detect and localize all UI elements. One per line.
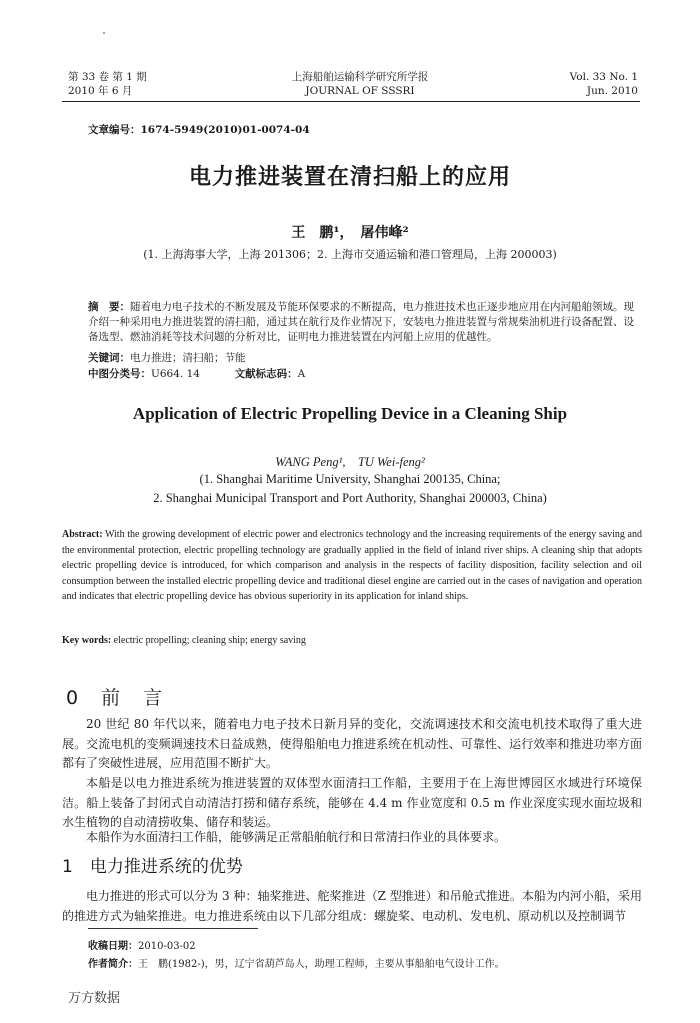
received-date: 2010-03-02 xyxy=(138,941,196,952)
journal-name xyxy=(250,70,470,98)
classification-cn xyxy=(88,366,305,381)
section-0-heading: 0 前 言 xyxy=(66,687,165,709)
wanfang-watermark: 万方数据 xyxy=(68,991,121,1006)
abstract-cn-label: 摘 要： xyxy=(88,301,130,313)
section-1-paragraph-1: 电力推进的形式可以分为 3 种：轴桨推进、舵桨推进（Z 型推进）和吊舱式推进。本船为内河小船，采用的推进方式为轴桨推进。电力推进系统由以下几部分组成：螺旋桨、电动机、发电机、原动机以及控制调节 xyxy=(62,889,642,923)
section-0-paragraph-3: 本船作为水面清扫工作船，能够满足正常船舶航行和日常清扫作业的具体要求。 xyxy=(86,830,507,844)
keywords-en xyxy=(62,635,306,646)
doc-code-value: A xyxy=(297,368,306,380)
abstract-en xyxy=(62,527,642,605)
footnote-rule xyxy=(88,928,258,929)
bio-text: 王 鹏(1982-)，男，辽宁省葫芦岛人，助理工程师，主要从事船舶电气设计工作。 xyxy=(138,959,505,970)
journal-volume-info xyxy=(68,70,147,98)
volume-issue-en: Vol. 33 No. 1 xyxy=(569,71,638,83)
section-0-paragraph-2: 本船是以电力推进系统为推进装置的双体型水面清扫工作船，主要用于在上海世博园区水域进行环境保洁。船上装备了封闭式自动清洁打捞和储存系统，能够在 4.4 m 作业宽度和 0.5 m 作业深度实现水面垃圾和水生植物的自动清捞收集、储存和装运。 xyxy=(62,776,642,829)
keywords-cn xyxy=(88,350,246,365)
footnote-author-bio xyxy=(88,955,505,970)
abstract-cn-text: 随着电力电子技术的不断发展及节能环保要求的不断提高，电力推进技术也正逐步地应用在内河船舶领域。现介绍一种采用电力推进装置的清扫船，通过其在航行及作业情况下，安装电力推进装置与常规柴油机进行设备配置、设备选型、燃油消耗等技术问题的分析对比，证明电力推进装置在内河船上应用的优越性。 xyxy=(88,301,634,343)
authors-cn: 王 鹏¹， 屠伟峰² xyxy=(291,225,409,241)
authors-en: WANG Peng¹, TU Wei-feng² xyxy=(275,455,425,469)
affiliation-en-1: (1. Shanghai Maritime University, Shanghai 200135, China; xyxy=(199,472,501,486)
header-rule xyxy=(62,101,640,102)
clc-value: U664. 14 xyxy=(151,368,200,380)
footnote-received xyxy=(88,937,196,952)
article-number: 文章编号：1674-5949(2010)01-0074-04 xyxy=(88,124,310,136)
keywords-en-label: Key words: xyxy=(62,635,112,646)
journal-volume-info-en xyxy=(570,70,638,98)
abstract-en-label: Abstract: xyxy=(62,529,103,540)
clc-label: 中图分类号： xyxy=(88,368,151,380)
title-en: Application of Electric Propelling Device in a Cleaning Ship xyxy=(132,404,568,423)
keywords-en-text: electric propelling; cleaning ship; energy saving xyxy=(111,635,306,646)
title-cn: 电力推进装置在清扫船上的应用 xyxy=(188,165,511,190)
publication-date-cn: 2010 年 6 月 xyxy=(68,85,133,97)
section-0-paragraph-1: 20 世纪 80 年代以来，随着电力电子技术日新月异的变化，交流调速技术和交流电机技术取得了重大进展。交流电机的变频调速技术日益成熟，使得船舶电力推进系统在机动性、可靠性、运行效率和推进功率方面都有了突破性进展，应用范围不断扩大。 xyxy=(62,717,642,770)
abstract-en-text: With the growing development of electric power and electronics technology and the increasing requirements of the energy saving and the environmental protection, electric propelling technology are gradually applied in the field of inland river ships. A cleaning ship that adopts electric propelling device is introduced, for which comparison and analysis in the respects of facility disposition, facility selection and oil consumption between the installed electric propelling device and traditional diesel engine are carried out in the cases of navigation and operation and indicates that electric propelling device has obvious superiority in its application for inland ships. xyxy=(62,529,642,602)
section-1-heading: 1 电力推进系统的优势 xyxy=(62,857,243,877)
journal-name-en: JOURNAL OF SSSRI xyxy=(305,85,415,97)
volume-issue: 第 33 卷 第 1 期 xyxy=(68,71,147,83)
bio-label: 作者简介： xyxy=(88,959,138,970)
scan-speck xyxy=(103,32,105,34)
publication-date-en: Jun. 2010 xyxy=(586,85,638,97)
received-label: 收稿日期： xyxy=(88,941,138,952)
keywords-cn-label: 关键词： xyxy=(88,352,130,364)
journal-name-cn: 上海船舶运输科学研究所学报 xyxy=(291,71,429,83)
abstract-cn xyxy=(88,300,643,345)
keywords-cn-text: 电力推进；清扫船；节能 xyxy=(130,352,246,364)
affiliation-cn: (1. 上海海事大学，上海 201306；2. 上海市交通运输和港口管理局，上海 200003) xyxy=(143,248,557,261)
doc-code-label: 文献标志码： xyxy=(234,368,298,380)
affiliation-en-2: 2. Shanghai Municipal Transport and Port Authority, Shanghai 200003, China) xyxy=(153,491,547,505)
